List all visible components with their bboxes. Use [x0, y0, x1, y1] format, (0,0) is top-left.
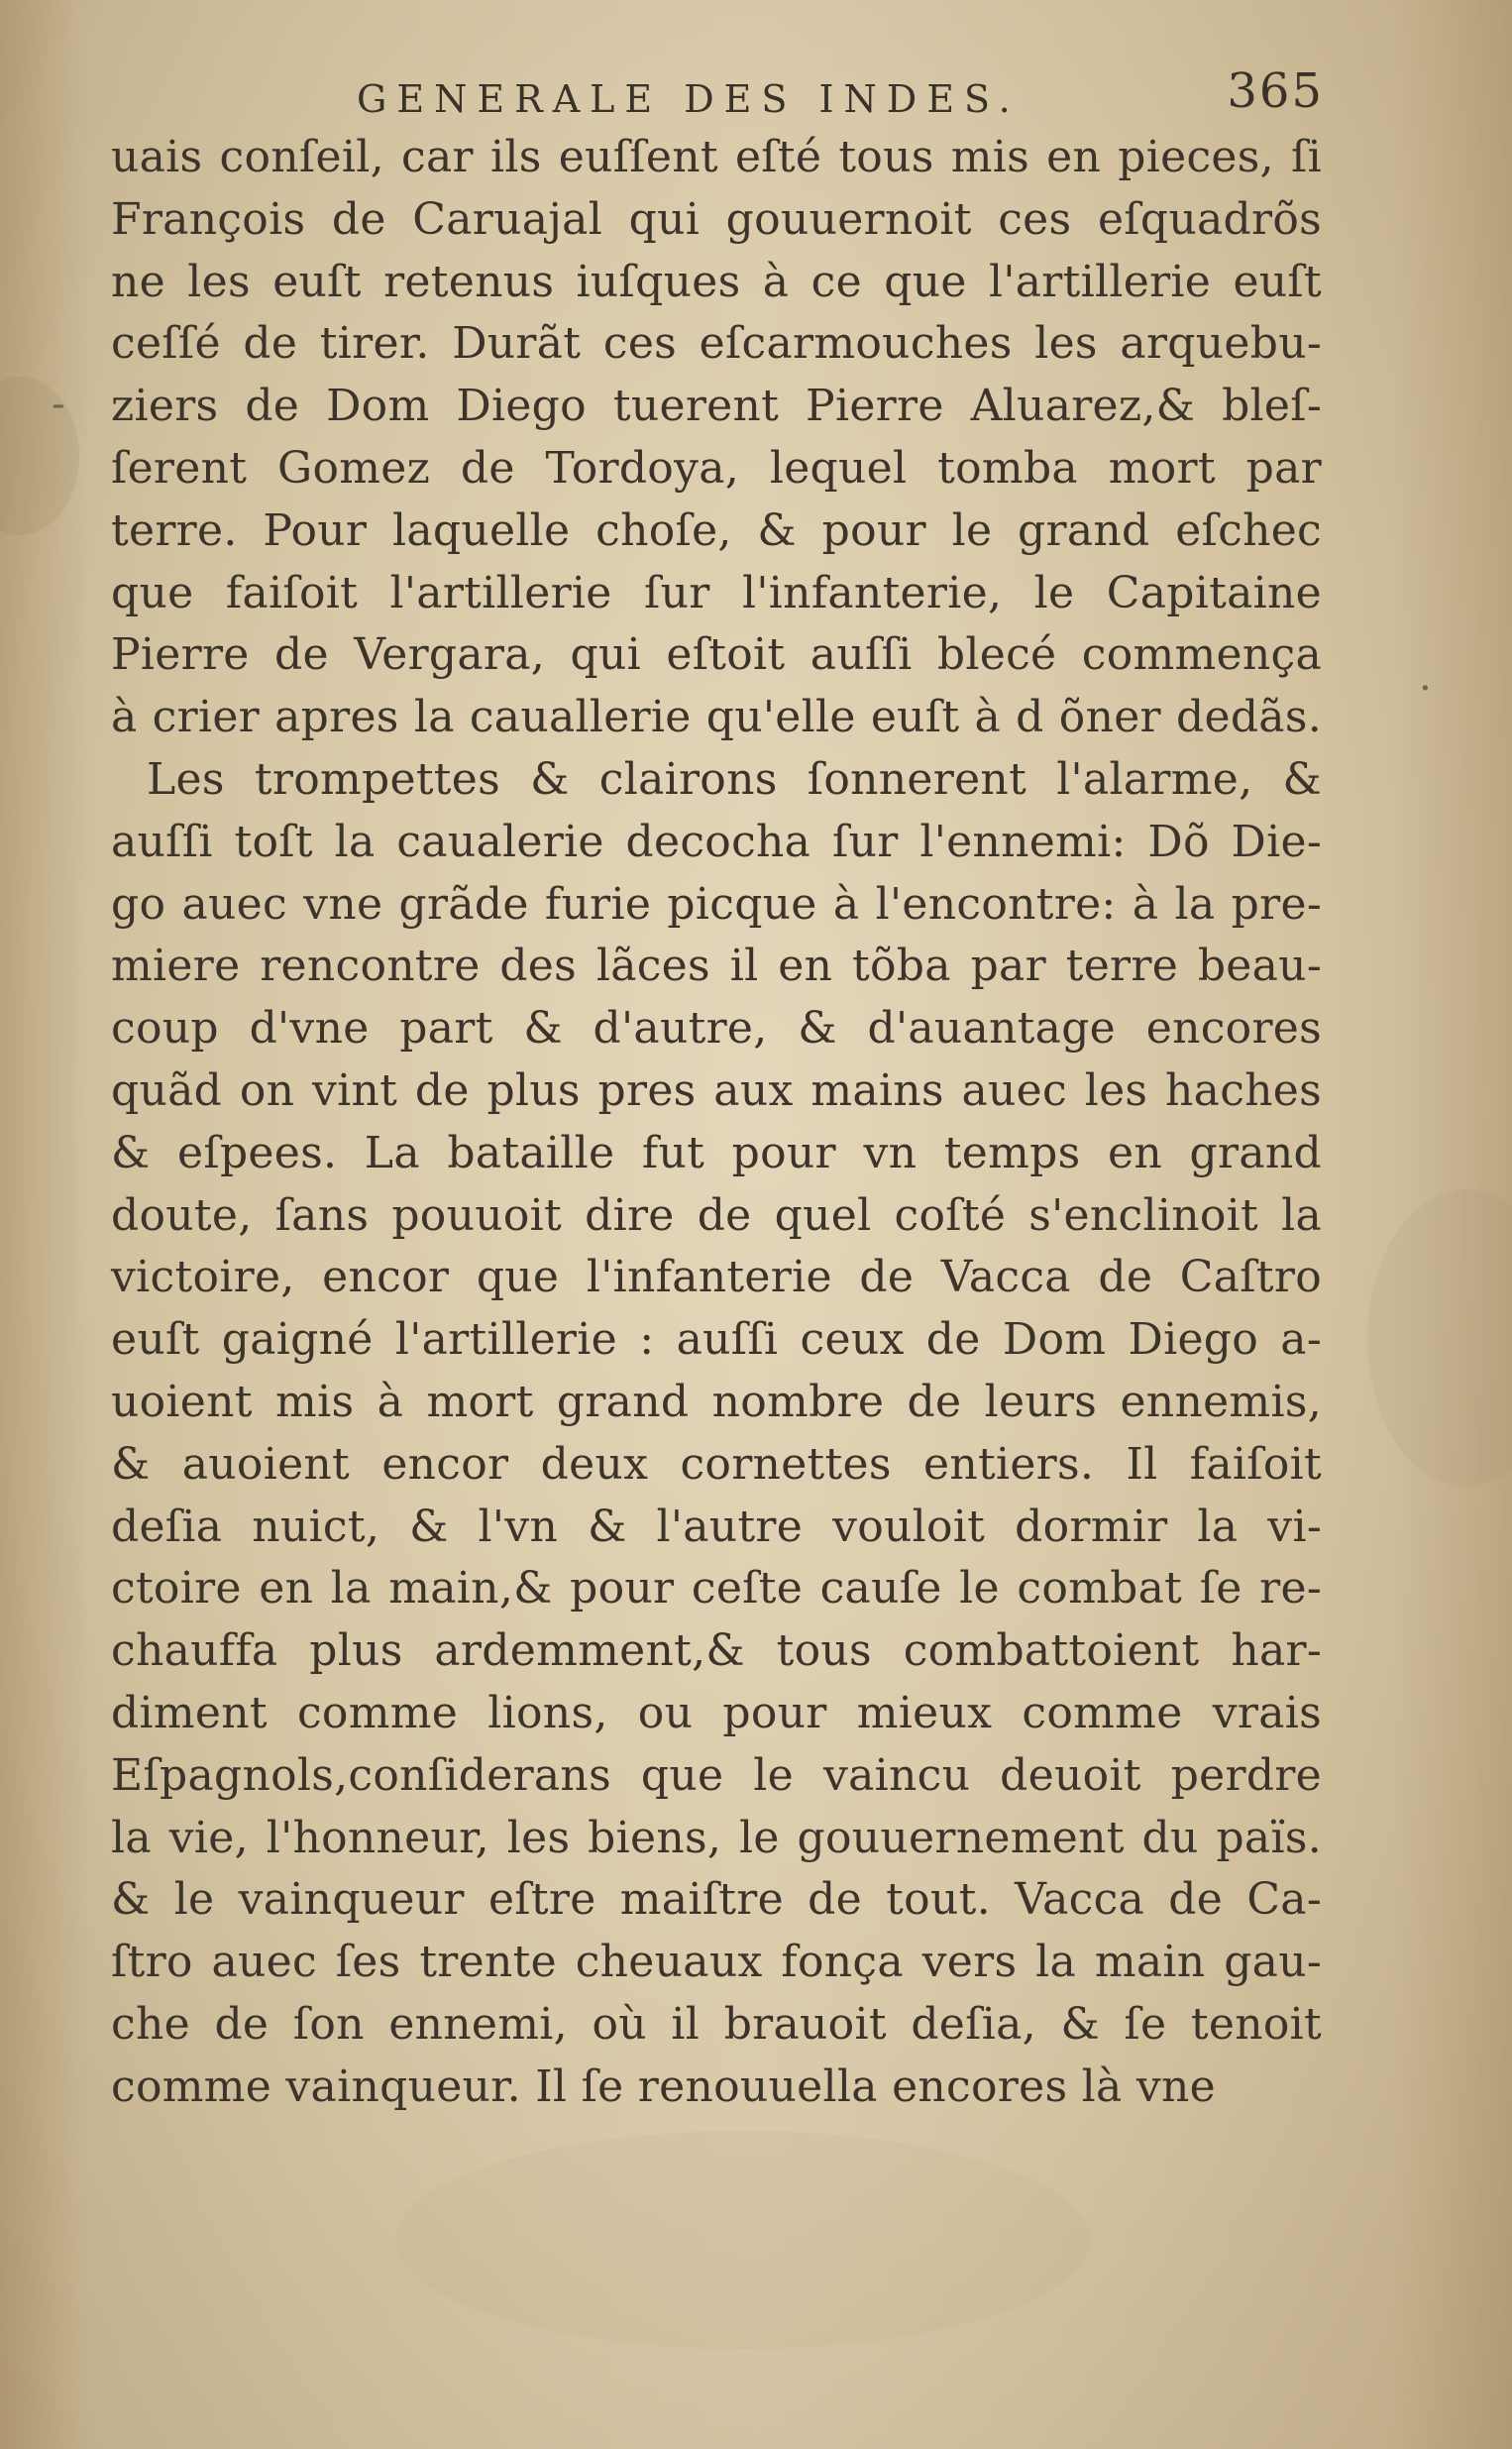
text-line: ne les euſt retenus iuſques à ce que l'artillerie euſt	[111, 256, 1322, 307]
text-line: diment comme lions, ou pour mieux comme vrais	[111, 1687, 1322, 1738]
text-line: & auoient encor deux cornettes entiers. Il faiſoit	[111, 1438, 1322, 1490]
margin-dash-mark: -	[52, 382, 65, 427]
text-line: Pierre de Vergara, qui eſtoit auſſi blecé commença	[111, 629, 1322, 681]
text-line: ctoire en la main,& pour ceſte cauſe le combat ſe re-	[111, 1563, 1322, 1614]
text-line: miere rencontre des lãces il en tõba par terre beau-	[111, 941, 1322, 992]
text-line: Eſpagnols,conſiderans que le vaincu deuoit perdre	[111, 1749, 1322, 1801]
text-line: la vie, l'honneur, les biens, le gouuernement du païs.	[111, 1812, 1322, 1863]
text-line: che de ſon ennemi, où il brauoit deſia, & ſe tenoit	[111, 1998, 1322, 2050]
text-line: uais conſeil, car ils euſſent eſté tous mis en pieces, ſi	[111, 132, 1322, 182]
text-line: doute, ſans pouuoit dire de quel coſté s'enclinoit la	[111, 1189, 1322, 1241]
margin-dot-mark: .	[1419, 654, 1432, 700]
page-stain	[0, 377, 79, 535]
text-line: & eſpees. La bataille fut pour vn temps en grand	[111, 1127, 1322, 1178]
text-line: comme vainqueur. Il ſe renouuella encores là vne	[111, 2060, 1216, 2112]
text-line: que faiſoit l'artillerie ſur l'infanterie, le Capitaine	[111, 567, 1322, 618]
text-line: deſia nuict, & l'vn & l'autre vouloit dormir la vi-	[111, 1501, 1322, 1552]
text-line: Les trompettes & clairons ſonnerent l'alarme, &	[147, 753, 1322, 805]
text-line: ziers de Dom Diego tuerent Pierre Aluarez,& bleſ-	[111, 381, 1322, 432]
text-line: coup d'vne part & d'autre, & d'auantage encores	[111, 1003, 1322, 1055]
running-title: GENERALE DES INDES.	[357, 77, 1021, 121]
body-text	[111, 127, 1322, 2119]
page-number: 365	[1227, 63, 1324, 119]
text-line: go auec vne grãde furie picque à l'encontre: à la pre-	[111, 878, 1322, 930]
text-line: euſt gaigné l'artillerie : auſſi ceux de Dom Diego a-	[111, 1314, 1322, 1366]
text-line: terre. Pour laquelle choſe, & pour le grand eſchec	[111, 504, 1322, 556]
text-line: auſſi toſt la caualerie decocha ſur l'ennemi: Dõ Die-	[111, 816, 1322, 867]
text-line: à crier apres la cauallerie qu'elle euſt à d õner dedãs.	[111, 692, 1322, 743]
text-line: uoient mis à mort grand nombre de leurs ennemis,	[111, 1376, 1322, 1427]
page-stain	[1367, 1189, 1512, 1487]
text-line: ſtro auec ſes trente cheuaux fonça vers la main gau-	[111, 1937, 1322, 1988]
text-line: ſerent Gomez de Tordoya, lequel tomba mort par	[111, 442, 1322, 494]
text-line: ceſſé de tirer. Durãt ces eſcarmouches les arquebu-	[111, 318, 1322, 370]
text-line: François de Caruajal qui gouuernoit ces eſquadrõs	[111, 193, 1322, 245]
text-line: & le vainqueur eſtre maiſtre de tout. Vacca de Ca-	[111, 1874, 1322, 1926]
text-line: chauffa plus ardemment,& tous combattoient har-	[111, 1625, 1322, 1677]
text-line: victoire, encor que l'infanterie de Vacca de Caſtro	[111, 1252, 1322, 1303]
page-stain	[396, 2131, 1090, 2349]
text-line: quãd on vint de plus pres aux mains auec les haches	[111, 1064, 1322, 1116]
